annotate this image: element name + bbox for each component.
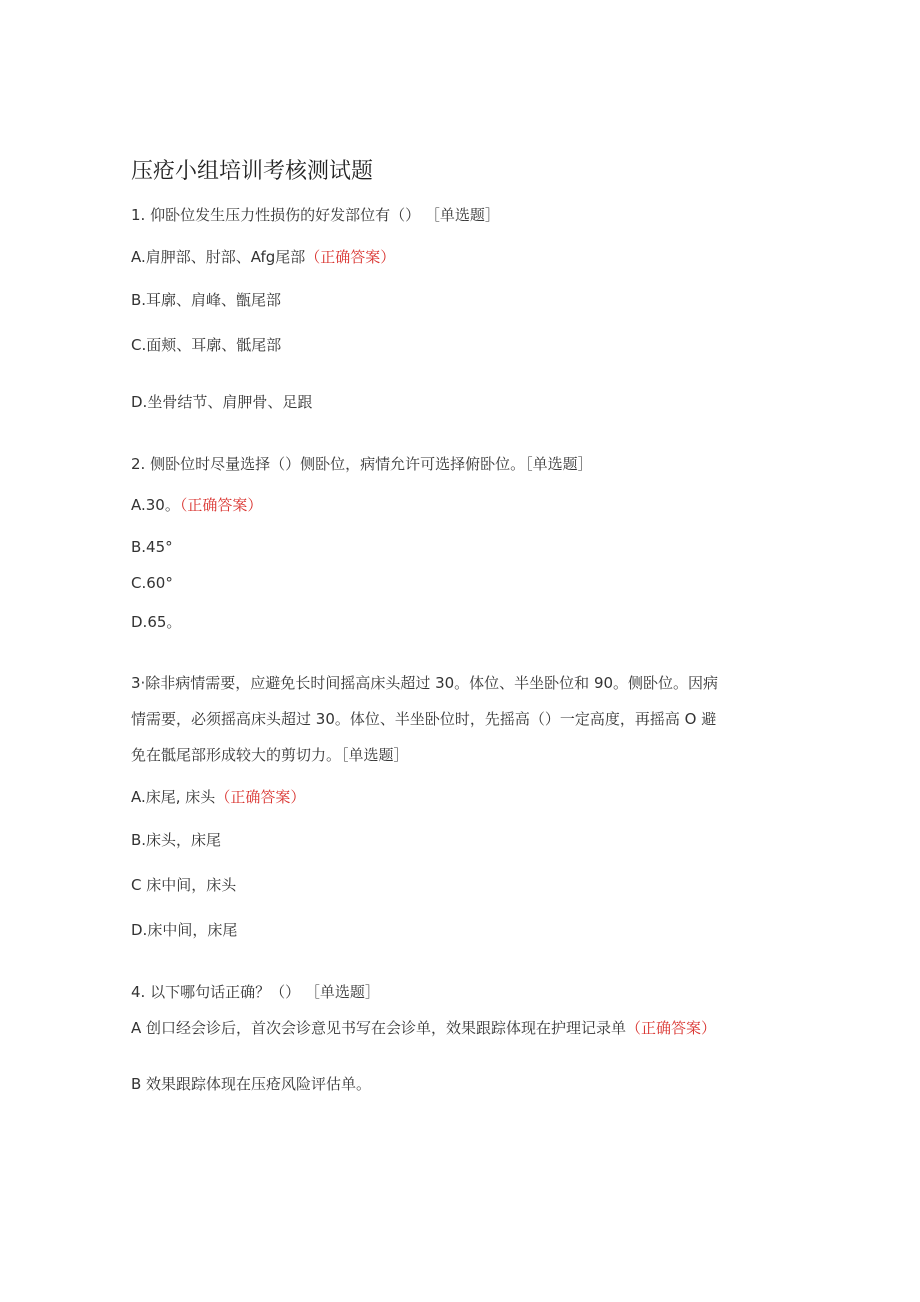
question-3-option-d: D.床中间，床尾 (131, 921, 238, 939)
question-2-option-c: C.60° (131, 574, 173, 592)
question-1-option-a (131, 246, 395, 268)
question-2-stem: 2. 侧卧位时尽量选择（）侧卧位，病情允许可选择俯卧位。［单选题］ (131, 455, 593, 473)
question-1-option-d: D.坐骨结节、肩胛骨、足跟 (131, 393, 313, 411)
option-text: A 创口经会诊后，首次会诊意见书写在会诊单，效果跟踪体现在护理记录单 (131, 1019, 627, 1037)
correct-answer-mark: （正确答案） (305, 248, 396, 266)
question-2-option-d: D.65。 (131, 613, 182, 631)
question-3-option-b: B.床头，床尾 (131, 831, 222, 849)
question-3-stem-line-1: 3·除非病情需要，应避免长时间摇高床头超过 30。体位、半坐卧位和 90。侧卧位。因病 (131, 674, 719, 692)
option-text: A.床尾, 床头 (131, 788, 216, 806)
option-text: A.肩胛部、肘部、Afg尾部 (131, 248, 306, 266)
question-3-stem-line-2: 情需要，必须摇高床头超过 30。体位、半坐卧位时，先摇高（）一定高度，再摇高 O 避 (131, 710, 717, 728)
question-3-option-a (131, 786, 305, 808)
question-4-option-b: B 效果跟踪体现在压疮风险评估单。 (131, 1075, 372, 1093)
question-3-stem-line-3: 免在骶尾部形成较大的剪切力。［单选题］ (131, 746, 409, 764)
question-1-option-b: B.耳廓、肩峰、甑尾部 (131, 291, 282, 309)
option-text: A.30。 (131, 496, 180, 514)
question-3-option-c: C 床中间，床头 (131, 876, 237, 894)
question-2-option-b: B.45° (131, 538, 173, 556)
question-2-option-a (131, 494, 262, 516)
question-1-stem: 1. 仰卧位发生压力性损伤的好发部位有（） ［单选题］ (131, 206, 500, 224)
page-title: 压疮小组培训考核测试题 (131, 159, 374, 184)
correct-answer-mark: （正确答案） (626, 1019, 717, 1037)
correct-answer-mark: （正确答案） (179, 496, 263, 514)
question-4-stem: 4. 以下哪句话正确？（） ［单选题］ (131, 983, 380, 1001)
question-4-option-a (131, 1017, 787, 1039)
correct-answer-mark: （正确答案） (215, 788, 306, 806)
question-1-option-c: C.面颊、耳廓、骶尾部 (131, 336, 282, 354)
